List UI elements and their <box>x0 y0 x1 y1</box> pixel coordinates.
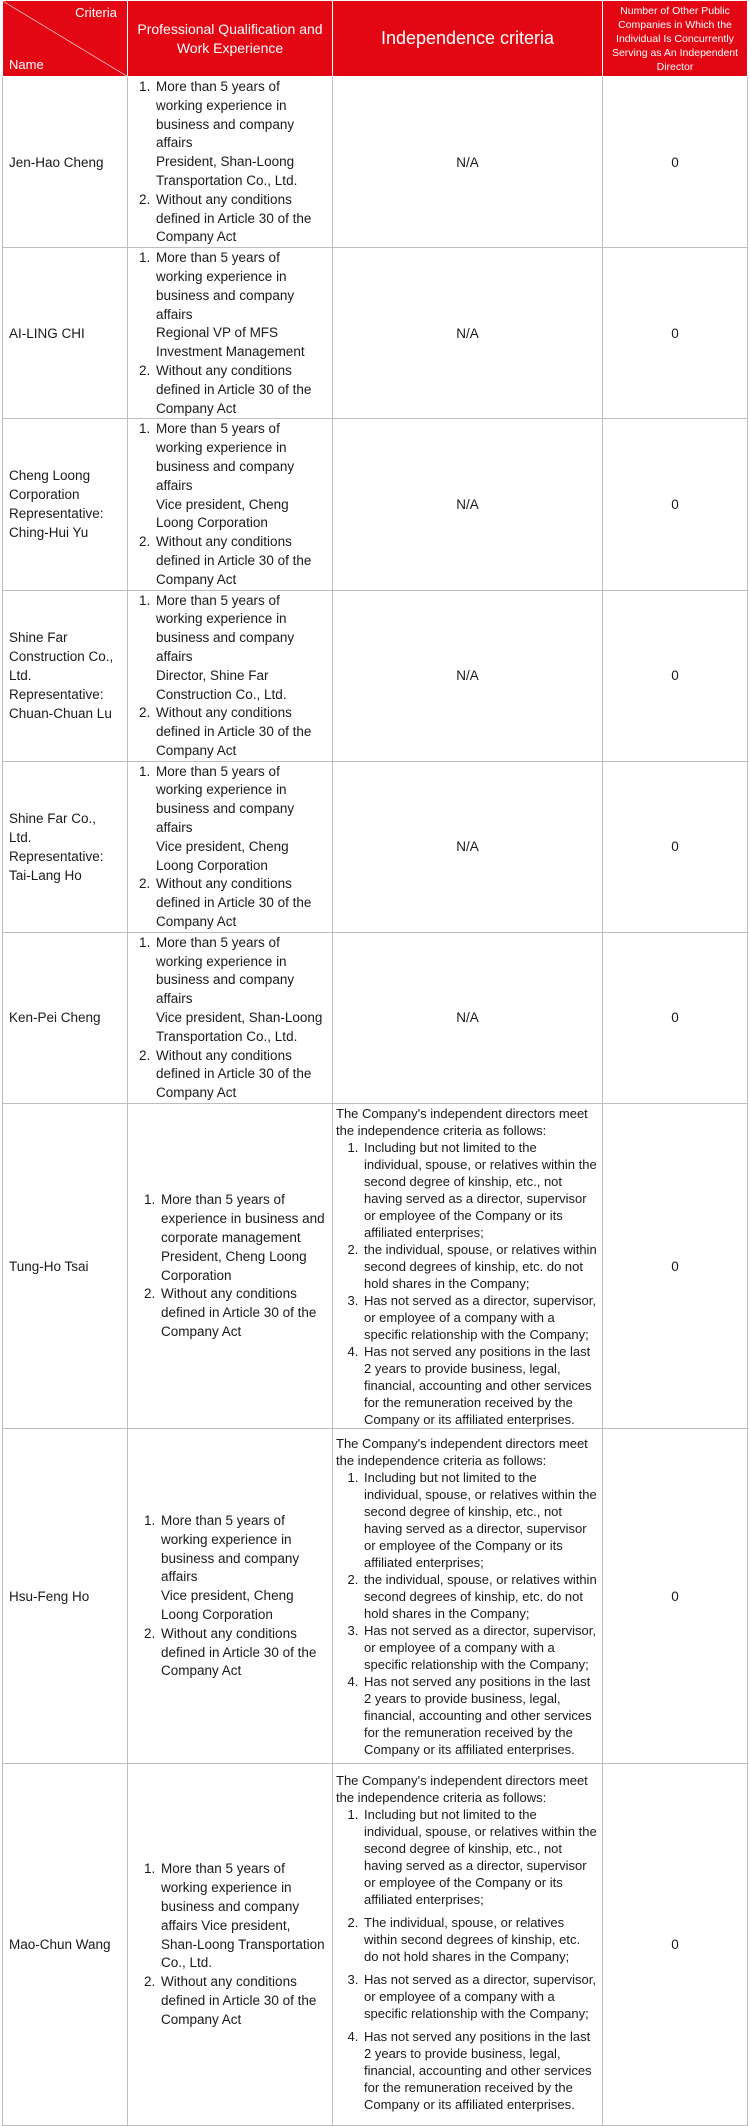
independence-intro: The Company's independent directors meet the independence criteria as follows: <box>336 1772 588 1805</box>
qualification-item: 2. Without any conditions defined in Article 30 of the Company Act <box>154 704 329 760</box>
table-row <box>3 1104 748 1429</box>
director-name: Tung-Ho Tsai <box>3 1104 128 1429</box>
independence-cell: N/A <box>333 419 603 590</box>
criteria-label: Criteria <box>75 5 117 20</box>
other-companies-count: 0 <box>603 419 748 590</box>
other-companies-count: 0 <box>603 761 748 932</box>
other-companies-count: 0 <box>603 248 748 419</box>
qualification-cell <box>128 932 333 1103</box>
table-row <box>3 590 748 761</box>
other-companies-count: 0 <box>603 590 748 761</box>
table-row <box>3 761 748 932</box>
independence-item: 4. Has not served any positions in the last 2 years to provide business, legal, financial, accounting and other services for the remuneration received by the Company or its affiliated enterprises. <box>362 1343 598 1428</box>
other-companies-count: 0 <box>603 77 748 248</box>
independence-item: 1. Including but not limited to the individual, spouse, or relatives within the second degree of kinship, etc., not having served as a director, supervisor or employee of the Company or its affiliated enterprises; <box>362 1806 598 1908</box>
table-row <box>3 1764 748 2126</box>
qualification-item: 1. More than 5 years of working experience in business and company affairs Vice president, Cheng Loong Corporation <box>154 420 329 533</box>
director-name: Ken-Pei Cheng <box>3 932 128 1103</box>
qualification-cell <box>128 1764 333 2126</box>
table-row <box>3 77 748 248</box>
qualification-item: 1. More than 5 years of working experience in business and company affairs Vice president, Shan-Loong Transportation Co., Ltd. <box>159 1860 329 1973</box>
independence-cell: N/A <box>333 590 603 761</box>
other-companies-count: 0 <box>603 1429 748 1764</box>
professional-header: Professional Qualification and Work Experience <box>128 1 333 77</box>
independence-item: 2. The individual, spouse, or relatives within second degrees of kinship, etc. do not hold shares in the Company; <box>362 1914 598 1965</box>
qualification-cell <box>128 1429 333 1764</box>
qualification-item: 1. More than 5 years of working experience in business and company affairs Director, Shine Far Construction Co., Ltd. <box>154 592 329 705</box>
qualification-item: 2. Without any conditions defined in Article 30 of the Company Act <box>154 875 329 931</box>
qualification-item: 2. Without any conditions defined in Article 30 of the Company Act <box>159 1973 329 2029</box>
qualification-item: 1. More than 5 years of working experience in business and company affairs Vice president, Cheng Loong Corporation <box>154 763 329 876</box>
qualification-cell <box>128 77 333 248</box>
qualification-cell <box>128 419 333 590</box>
qualification-item: 1. More than 5 years of working experience in business and company affairs Vice president, Shan-Loong Transportation Co., Ltd. <box>154 934 329 1047</box>
independence-intro: The Company's independent directors meet the independence criteria as follows: <box>336 1436 588 1469</box>
independence-cell: N/A <box>333 248 603 419</box>
other-companies-count: 0 <box>603 1764 748 2126</box>
independence-cell: N/A <box>333 77 603 248</box>
qualification-cell <box>128 590 333 761</box>
director-name: AI-LING CHI <box>3 248 128 419</box>
director-name: Hsu-Feng Ho <box>3 1429 128 1764</box>
table-row <box>3 1429 748 1764</box>
qualification-cell <box>128 248 333 419</box>
independence-item: 3. Has not served as a director, supervisor, or employee of a company with a specific relationship with the Company; <box>362 1622 598 1673</box>
independence-cell: N/A <box>333 932 603 1103</box>
qualification-cell <box>128 1104 333 1429</box>
independence-item: 1. Including but not limited to the individual, spouse, or relatives within the second degree of kinship, etc., not having served as a director, supervisor or employee of the Company or its affiliated enterprises; <box>362 1139 598 1241</box>
director-name: Shine Far Co., Ltd. Representative: Tai-Lang Ho <box>3 761 128 932</box>
independence-cell <box>333 1764 603 2126</box>
independence-item: 2. the individual, spouse, or relatives within second degrees of kinship, etc. do not hold shares in the Company; <box>362 1571 598 1622</box>
name-label: Name <box>9 57 44 72</box>
independence-cell <box>333 1429 603 1764</box>
independence-header: Independence criteria <box>333 1 603 77</box>
independence-item: 1. Including but not limited to the individual, spouse, or relatives within the second degree of kinship, etc., not having served as a director, supervisor or employee of the Company or its affiliated enterprises; <box>362 1469 598 1571</box>
qualification-item: 2. Without any conditions defined in Article 30 of the Company Act <box>159 1625 329 1681</box>
qualification-item: 2. Without any conditions defined in Article 30 of the Company Act <box>154 1047 329 1103</box>
other-companies-header: Number of Other Public Companies in Which the Individual Is Concurrently Serving as An Independent Director <box>603 1 748 77</box>
independence-item: 4. Has not served any positions in the last 2 years to provide business, legal, financial, accounting and other services for the remuneration received by the Company or its affiliated enterprises. <box>362 2028 598 2113</box>
criteria-name-header <box>3 1 128 77</box>
qualification-cell <box>128 761 333 932</box>
director-name: Cheng Loong Corporation Representative: Ching-Hui Yu <box>3 419 128 590</box>
independence-intro: The Company's independent directors meet the independence criteria as follows: <box>336 1106 588 1139</box>
qualification-item: 2. Without any conditions defined in Article 30 of the Company Act <box>154 533 329 589</box>
qualification-item: 1. More than 5 years of experience in business and corporate management President, Cheng Loong Corporation <box>159 1191 329 1285</box>
other-companies-count: 0 <box>603 1104 748 1429</box>
independence-item: 4. Has not served any positions in the last 2 years to provide business, legal, financial, accounting and other services for the remuneration received by the Company or its affiliated enterprises. <box>362 1673 598 1758</box>
qualification-item: 1. More than 5 years of working experience in business and company affairs Vice president, Cheng Loong Corporation <box>159 1512 329 1625</box>
independence-cell: N/A <box>333 761 603 932</box>
other-companies-count: 0 <box>603 932 748 1103</box>
independence-cell <box>333 1104 603 1429</box>
table-row <box>3 932 748 1103</box>
header-row <box>3 1 748 77</box>
qualification-item: 2. Without any conditions defined in Article 30 of the Company Act <box>154 362 329 418</box>
director-name: Mao-Chun Wang <box>3 1764 128 2126</box>
independence-item: 3. Has not served as a director, supervisor, or employee of a company with a specific relationship with the Company; <box>362 1292 598 1343</box>
qualification-item: 2. Without any conditions defined in Article 30 of the Company Act <box>154 191 329 247</box>
qualification-item: 1. More than 5 years of working experience in business and company affairs President, Shan-Loong Transportation Co., Ltd. <box>154 78 329 191</box>
qualification-item: 2. Without any conditions defined in Article 30 of the Company Act <box>159 1285 329 1341</box>
director-name: Shine Far Construction Co., Ltd. Representative: Chuan-Chuan Lu <box>3 590 128 761</box>
table-row <box>3 248 748 419</box>
qualification-item: 1. More than 5 years of working experience in business and company affairs Regional VP of MFS Investment Management <box>154 249 329 362</box>
independence-item: 2. the individual, spouse, or relatives within second degrees of kinship, etc. do not hold shares in the Company; <box>362 1241 598 1292</box>
director-name: Jen-Hao Cheng <box>3 77 128 248</box>
independence-item: 3. Has not served as a director, supervisor, or employee of a company with a specific relationship with the Company; <box>362 1971 598 2022</box>
directors-table <box>2 0 748 2126</box>
table-row <box>3 419 748 590</box>
